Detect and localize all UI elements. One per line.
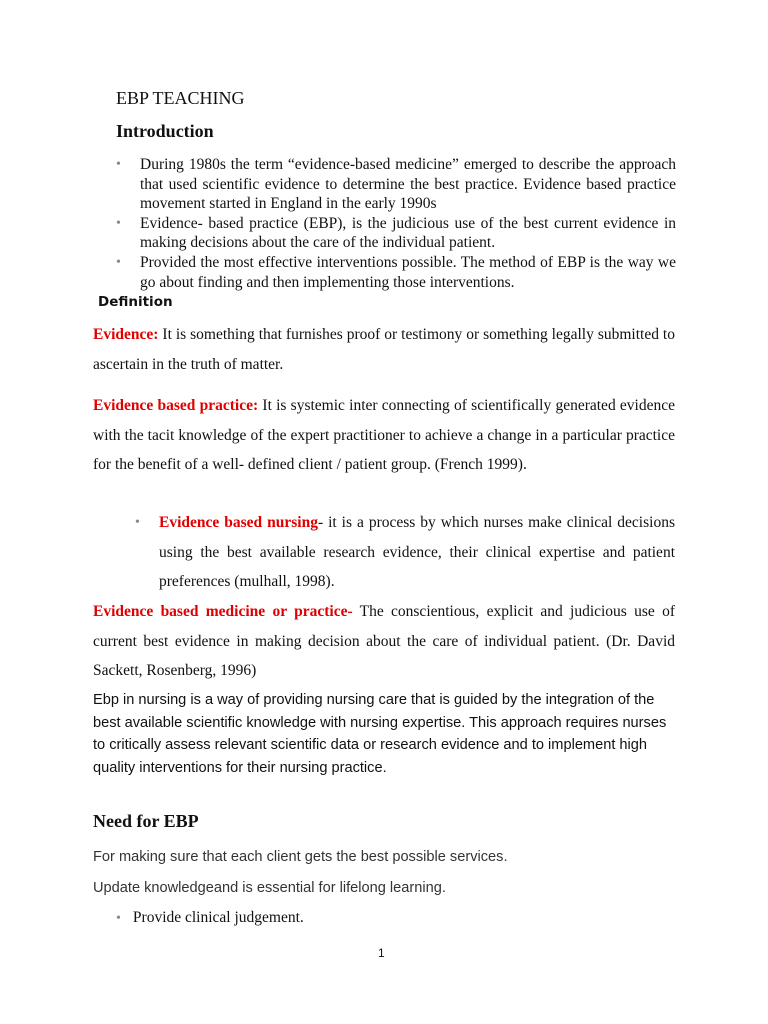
evidence-definition (93, 320, 675, 379)
evidence-term: Evidence: (93, 326, 159, 343)
list-item-text: Evidence- based practice (EBP), is the judicious use of the best current evidence in making decisions about the care of the individual patient. (140, 214, 676, 252)
bullet-icon: • (116, 215, 121, 231)
page-number: 1 (378, 946, 385, 960)
definition-heading: Definition (98, 294, 173, 310)
list-item (135, 508, 675, 597)
ebm-text: The conscientious, explicit and judicious use of current best evidence in making decision about the care of individual patient. (Dr. David Sackett, Rosenberg, 1996) (93, 603, 675, 679)
need-heading: Need for EBP (93, 811, 199, 831)
list-item (116, 214, 676, 253)
need-line-1: For making sure that each client gets the best possible services. (93, 849, 508, 865)
introduction-bullet-list (116, 155, 676, 292)
bullet-icon: • (116, 911, 121, 926)
introduction-heading: Introduction (116, 121, 214, 141)
list-item-text: Provide clinical judgement. (132, 909, 304, 926)
list-item-text: During 1980s the term “evidence-based medicine” emerged to describe the approach that used scientific evidence to determine the best practice. Evidence based practice movement started in England in the early 1990s (140, 156, 676, 213)
bullet-icon: • (135, 515, 140, 530)
list-item (116, 909, 304, 927)
ebm-definition (93, 597, 675, 686)
bullet-icon: • (116, 254, 121, 270)
ebp-text: It is systemic inter connecting of scientifically generated evidence with the tacit knowledge of the expert practitioner to achieve a change in a particular practice for the benefit of a well- defined client / patient group. (French 1999). (93, 397, 675, 473)
list-item (116, 253, 676, 292)
need-line-2: Update knowledgeand is essential for lifelong learning. (93, 880, 446, 896)
ebn-term: Evidence based nursing (159, 514, 318, 531)
list-item-text: Provided the most effective interventions possible. The method of EBP is the way we go about finding and then implementing those interventions. (140, 253, 676, 291)
bullet-icon: • (116, 157, 121, 172)
evidence-text: It is something that furnishes proof or testimony or something legally submitted to ascertain in the truth of matter. (93, 326, 675, 373)
ebp-term: Evidence based practice: (93, 397, 259, 414)
ebn-text: - it is a process by which nurses make clinical decisions using the best available research evidence, their clinical expertise and patient preferences (mulhall, 1998). (159, 514, 675, 590)
document-title: EBP TEACHING (116, 88, 245, 108)
list-item (116, 155, 676, 214)
ebp-nursing-paragraph: Ebp in nursing is a way of providing nursing care that is guided by the integration of the best available scientific knowledge with nursing expertise. This approach requires nurses to critically assess relevant scientific data or research evidence and to implement high quality interventions for their nursing practice. (93, 692, 667, 776)
ebn-definition (135, 508, 675, 597)
ebm-term: Evidence based medicine or practice- (93, 603, 353, 620)
ebp-definition (93, 391, 675, 480)
